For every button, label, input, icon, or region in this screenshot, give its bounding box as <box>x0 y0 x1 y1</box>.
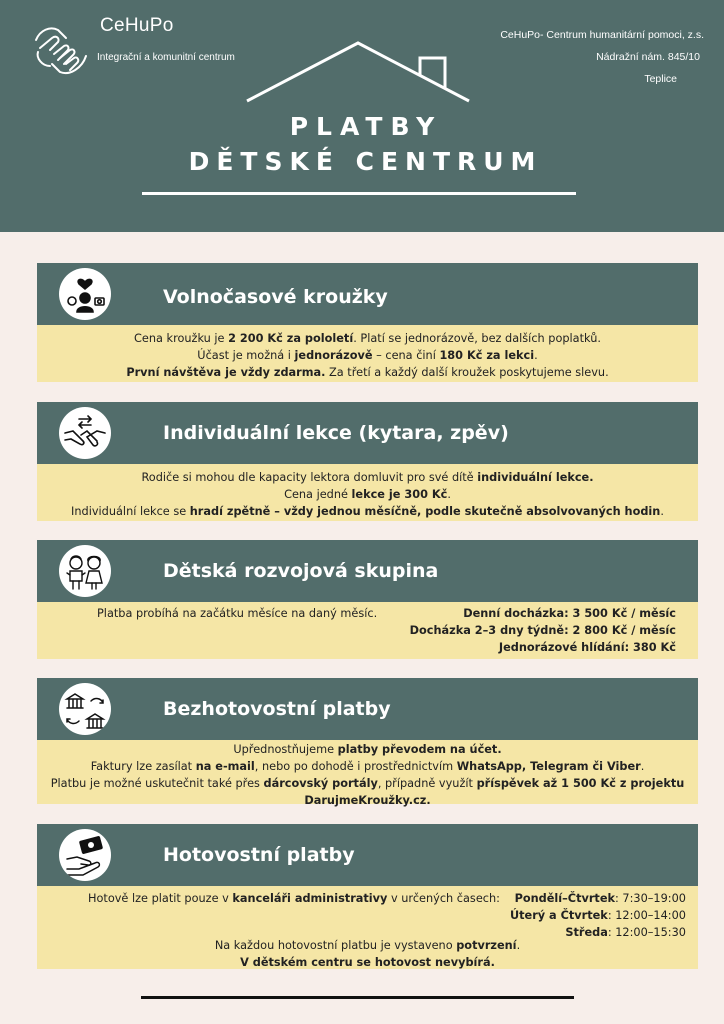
rich-line <box>37 954 698 971</box>
rich-line <box>37 469 698 486</box>
section-development-group <box>37 540 698 659</box>
section-header <box>37 263 698 325</box>
text-run: – cena činí <box>372 349 440 362</box>
section-body <box>37 464 698 521</box>
bold-text: kanceláři administrativy <box>232 892 388 905</box>
text-run: . <box>534 349 538 362</box>
hours-row <box>510 907 686 924</box>
rich-line <box>88 890 500 907</box>
bold-text: dárcovský portály <box>263 777 378 790</box>
text-run: Rodiče si mohou dle kapacity lektora domluvit pro své dítě <box>141 471 478 484</box>
cash-hand-icon <box>59 829 111 881</box>
header <box>0 0 724 232</box>
section-leisure-clubs <box>37 263 698 382</box>
section-title: Dětská rozvojová skupina <box>163 560 439 582</box>
text-run: Cena kroužku je <box>134 332 229 345</box>
address-line: Teplice <box>644 73 677 85</box>
hours-time: : 12:00–15:30 <box>607 926 686 939</box>
section-title: Individuální lekce (kytara, zpěv) <box>163 422 509 444</box>
bold-text: jednorázově <box>294 349 373 362</box>
section-cash-payments <box>37 824 698 969</box>
section-title: Hotovostní platby <box>163 844 355 866</box>
text-run: Faktury lze zasílat <box>90 760 196 773</box>
section-header <box>37 678 698 740</box>
section-header <box>37 402 698 464</box>
bold-text: hradí zpětně – vždy jednou měsíčně, podle skutečně absolvovaných hodin <box>189 505 661 518</box>
text-run: . Platí se jednorázově, bez dalších poplatků. <box>353 332 601 345</box>
rich-line <box>37 486 698 503</box>
org-subtitle: Integrační a komunitní centrum <box>97 52 235 63</box>
text-run: , případně využít <box>377 777 477 790</box>
rich-line <box>37 347 698 364</box>
text-run: Cena jedné <box>284 488 352 501</box>
section-individual-lessons <box>37 402 698 521</box>
section-body <box>37 602 698 659</box>
hours-time: : 12:00–14:00 <box>607 909 686 922</box>
price-item: Denní docházka: 3 500 Kč / měsíc <box>463 607 676 620</box>
address-line: Nádražní nám. 845/10 <box>596 51 700 63</box>
payment-note: Platba probíhá na začátku měsíce na daný měsíc. <box>97 607 378 620</box>
rich-line <box>37 503 698 520</box>
org-name: CeHuPo <box>100 15 174 36</box>
bank-transfer-icon <box>59 683 111 735</box>
section-body <box>37 886 698 969</box>
text-run: Účast je možná i <box>197 349 295 362</box>
hobby-icon <box>59 268 111 320</box>
rich-line <box>37 792 698 809</box>
text-run: Za třetí a každý další kroužek poskytujeme slevu. <box>325 366 609 379</box>
bold-text: potvrzení <box>456 939 517 952</box>
hours-day: Úterý a Čtvrtek <box>509 909 608 922</box>
text-run: Na každou hotovostní platbu je vystaveno <box>214 939 457 952</box>
price-item: Jednorázové hlídání: 380 Kč <box>498 641 676 654</box>
section-body <box>37 325 698 382</box>
cash-notes <box>37 937 698 971</box>
price-list <box>410 605 676 656</box>
bold-text: První návštěva je vždy zdarma. <box>126 366 326 379</box>
page-subtitle: DĚTSKÉ CENTRUM <box>188 147 543 176</box>
text-run: v určených časech: <box>387 892 500 905</box>
bold-text: DarujmeKroužky.cz. <box>304 794 431 807</box>
text-run: . <box>516 939 521 952</box>
hours-time: : 7:30–19:00 <box>615 892 686 905</box>
bold-text: individuální lekce. <box>477 471 594 484</box>
section-header <box>37 540 698 602</box>
rich-line <box>37 775 698 792</box>
section-header <box>37 824 698 886</box>
bold-text: platby převodem na účet. <box>337 743 502 756</box>
text-run: , nebo po dohodě i prostřednictvím <box>254 760 457 773</box>
text-run: Platbu je možné uskutečnit také přes <box>50 777 264 790</box>
section-title: Bezhotovostní platby <box>163 698 391 720</box>
text-run: Individuální lekce se <box>71 505 190 518</box>
bold-text: na e-mail <box>195 760 255 773</box>
title-divider <box>142 192 576 195</box>
rich-line <box>37 330 698 347</box>
bold-text: 180 Kč za lekci <box>439 349 535 362</box>
children-icon <box>59 545 111 597</box>
bold-text: příspěvek až 1 500 Kč z projektu <box>476 777 685 790</box>
house-roof-icon <box>240 38 476 104</box>
hands-logo-icon <box>30 20 92 82</box>
handshake-icon <box>59 407 111 459</box>
bold-text: 2 200 Kč za pololetí <box>228 332 354 345</box>
rich-line <box>37 741 698 758</box>
bold-text: lekce je 300 Kč <box>351 488 448 501</box>
bold-text: WhatsApp, Telegram či Viber <box>456 760 641 773</box>
text-run: . <box>640 760 645 773</box>
bold-text: V dětském centru se hotovost nevybírá. <box>240 956 495 969</box>
text-run: Hotově lze platit pouze v <box>88 892 233 905</box>
hours-row <box>510 890 686 907</box>
page-title: PLATBY <box>289 112 443 141</box>
text-run: Upřednostňujeme <box>233 743 338 756</box>
rich-line <box>37 364 698 381</box>
office-hours <box>510 890 686 941</box>
footer-divider <box>141 996 574 999</box>
text-run: . <box>447 488 451 501</box>
text-run: . <box>660 505 664 518</box>
price-item: Docházka 2–3 dny týdně: 2 800 Kč / měsíc <box>409 624 676 637</box>
hours-day: Středa <box>565 926 608 939</box>
section-cashless-payments <box>37 678 698 807</box>
rich-line <box>37 937 698 954</box>
section-body <box>37 740 698 807</box>
section-title: Volnočasové kroužky <box>163 286 388 308</box>
rich-line <box>37 758 698 775</box>
address-line: CeHuPo- Centrum humanitární pomoci, z.s. <box>500 29 704 41</box>
hours-day: Pondělí–Čtvrtek <box>514 892 616 905</box>
